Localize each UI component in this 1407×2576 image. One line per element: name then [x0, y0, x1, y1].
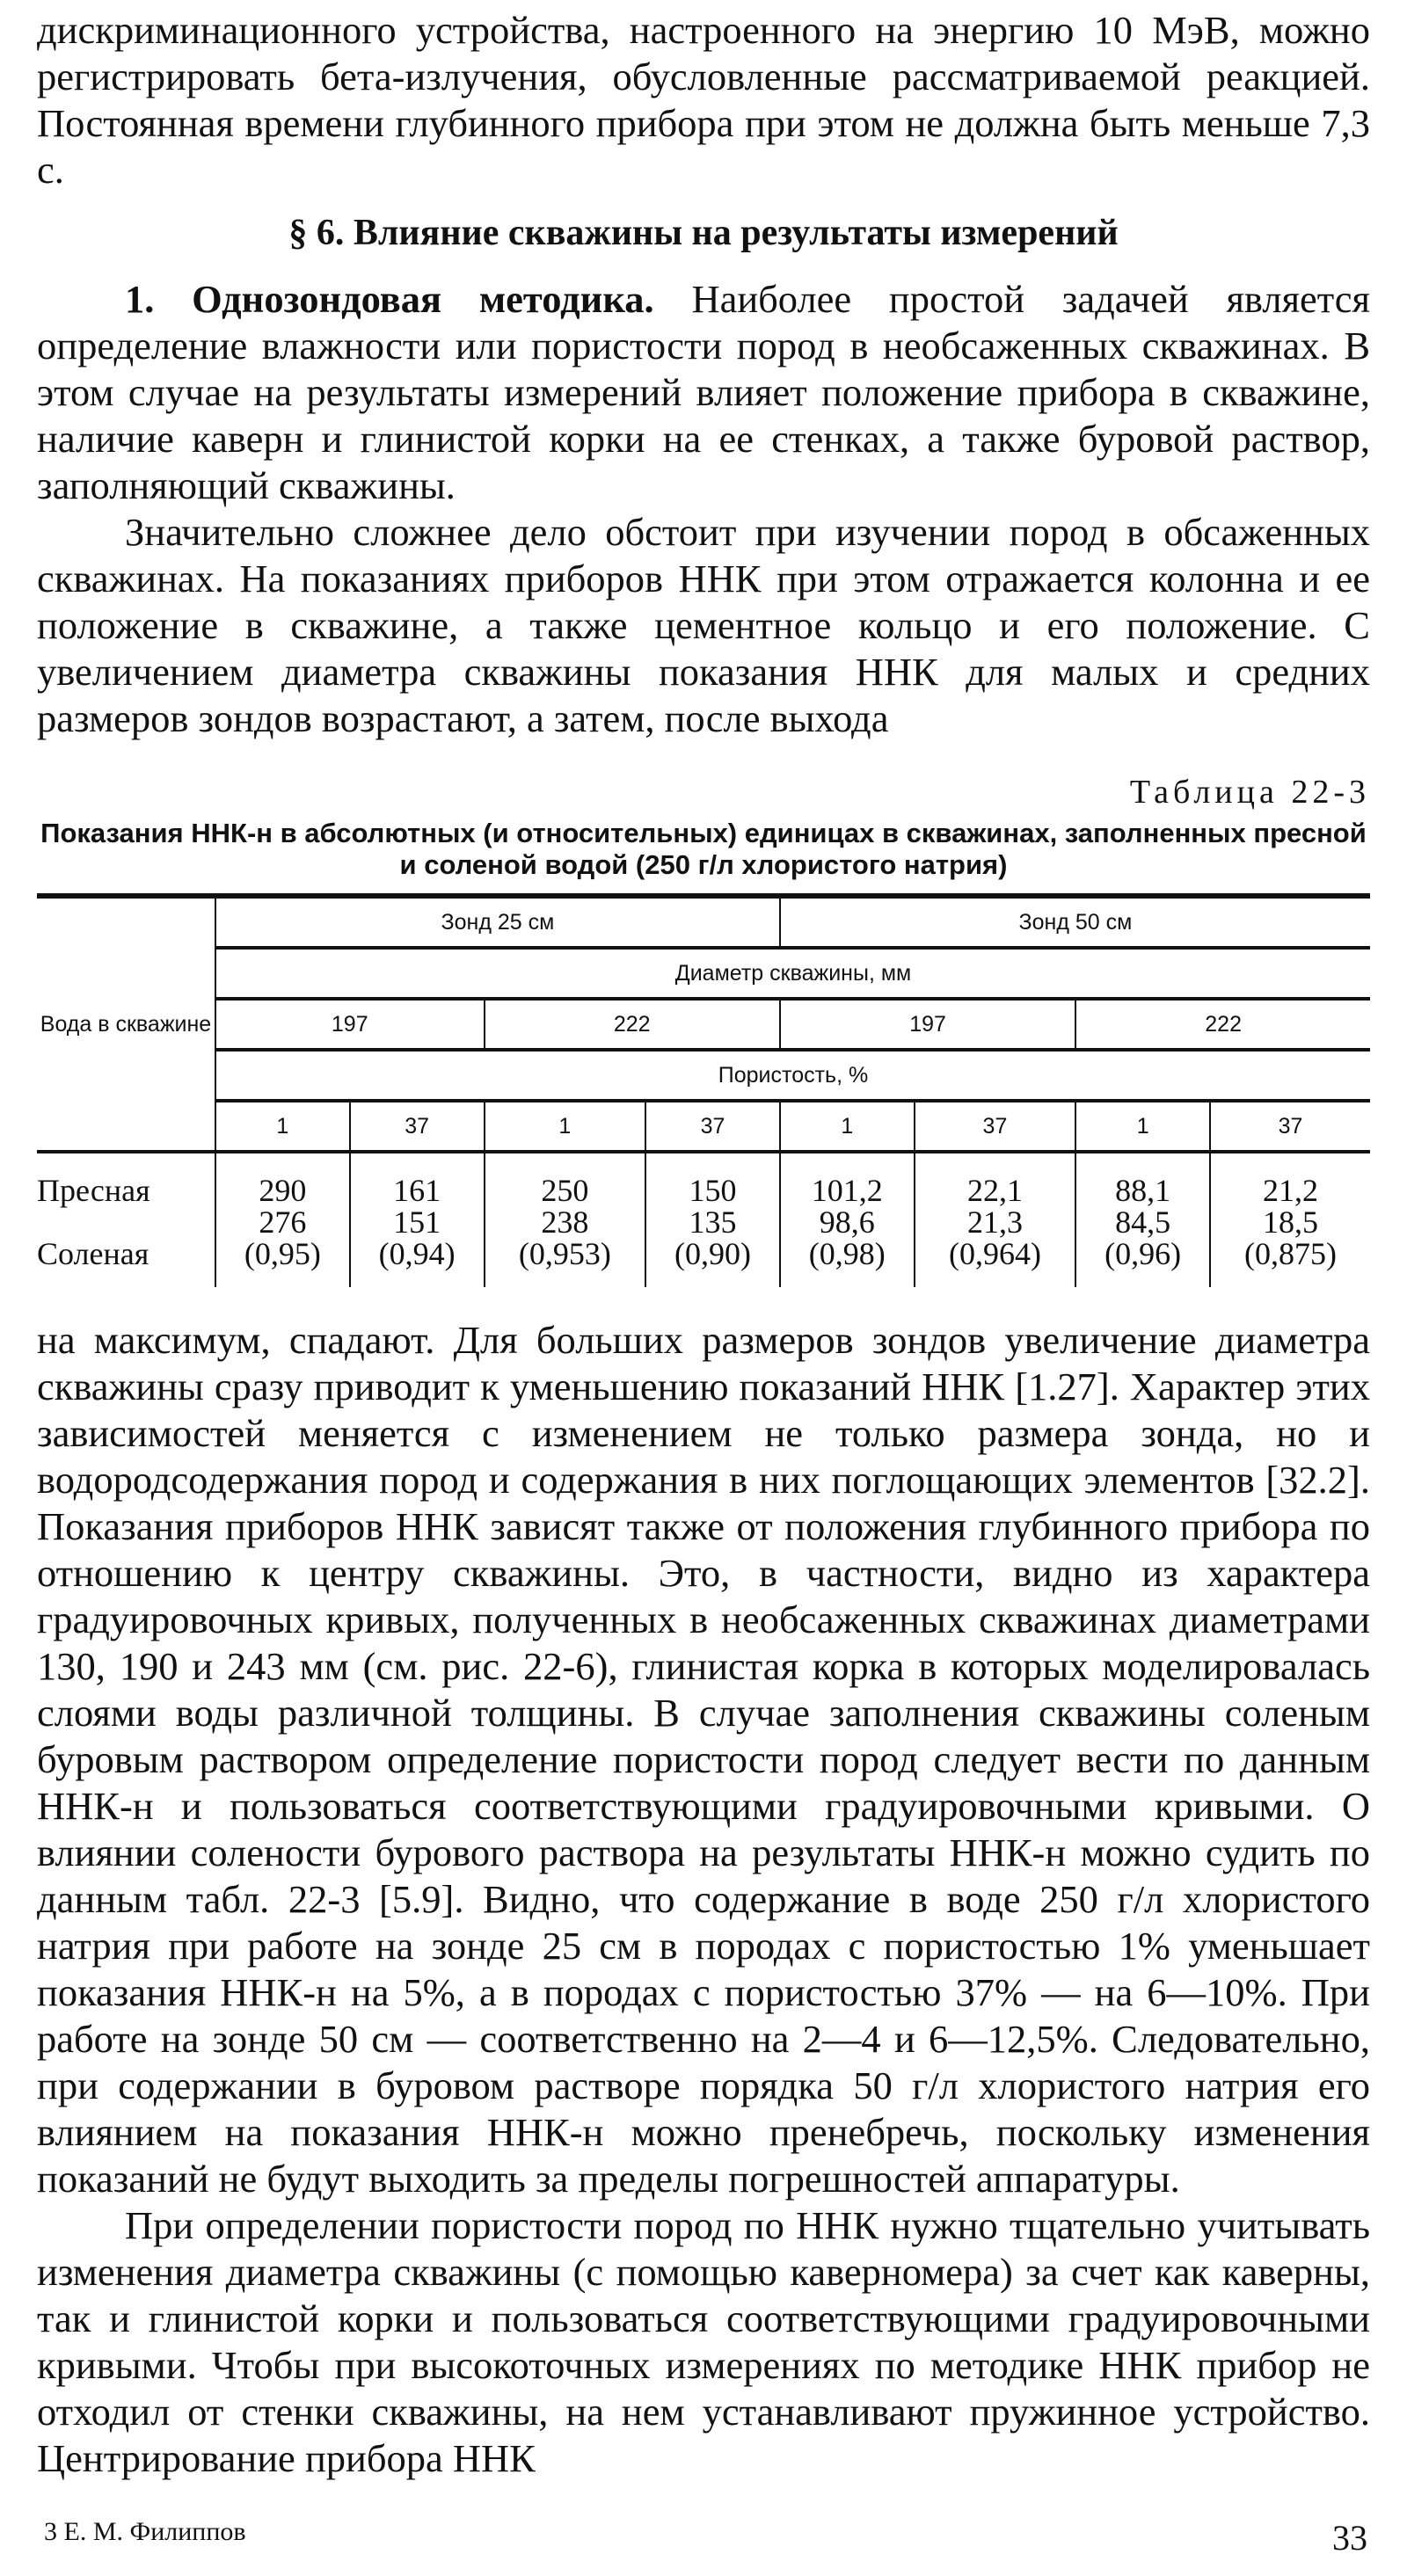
value-salt: 18,5 [1263, 1204, 1319, 1240]
value-fresh: 21,2 [1263, 1173, 1319, 1208]
value-fresh: 161 [393, 1173, 441, 1208]
paragraph-single-probe [37, 276, 1370, 509]
value-fresh: 22,1 [966, 1173, 1023, 1208]
porosity-value: 37 [350, 1101, 485, 1152]
porosity-value: 1 [1075, 1101, 1210, 1152]
porosity-value: 1 [215, 1101, 350, 1152]
row-header: Вода в скважине [37, 896, 215, 1152]
data-cell [1210, 1152, 1370, 1287]
porosity-value: 1 [780, 1101, 915, 1152]
porosity-value: 37 [1210, 1101, 1370, 1152]
footer-signature: 3 Е. М. Филиппов [44, 2517, 246, 2546]
data-cell [1075, 1152, 1210, 1287]
value-relative: (0,953) [518, 1236, 611, 1271]
diameter-header: Диаметр скважины, мм [215, 948, 1370, 999]
value-salt: 238 [541, 1204, 589, 1240]
value-salt: 98,6 [819, 1204, 875, 1240]
value-fresh: 290 [259, 1173, 307, 1208]
data-cell [780, 1152, 915, 1287]
value-relative: (0,964) [948, 1236, 1041, 1271]
paragraph-porosity: При определении пористости пород по ННК нужно тщательно учитывать изменения диаметра скважины (с помощью каверномера) за счет как каверны, так и глинистой корки и пользоваться соответствующими градуировочными кривыми. Чтобы при высокоточных измерениях по методике ННК прибор не отходил от стенки скважины, на нем устанавливают пружинное устройство. Центрирование прибора ННК [37, 2203, 1370, 2480]
diameter-value: 197 [780, 999, 1075, 1050]
data-cell [215, 1152, 350, 1287]
data-cell [915, 1152, 1076, 1287]
section-heading: § 6. Влияние скважины на результаты измерений [288, 213, 1119, 253]
diameter-value: 197 [215, 999, 485, 1050]
porosity-header: Пористость, % [215, 1050, 1370, 1101]
value-fresh: 250 [541, 1173, 589, 1208]
row-labels [37, 1152, 215, 1287]
porosity-value: 37 [915, 1101, 1076, 1152]
data-cell [350, 1152, 485, 1287]
porosity-value: 1 [485, 1101, 646, 1152]
data-table [37, 893, 1370, 1287]
value-relative: (0,96) [1104, 1236, 1182, 1271]
probe-header: Зонд 25 см [215, 896, 780, 948]
data-cell [485, 1152, 646, 1287]
paragraph-discussion: на максимум, спадают. Для больших размеров зондов увеличение диаметра скважины сразу приводит к уменьшению показаний ННК [1.27]. Характер этих зависимостей меняется с изменением не только размера зонда, но и водородсодержания пород и содержания в них поглощающих элементов [32.2]. Показания приборов ННК зависят также от положения глубинного прибора по отношению к центру скважины. Это, в частности, видно из характера градуировочных кривых, полученных в необсаженных скважинах диаметрами 130, 190 и 243 мм (см. рис. 22-6), глинистая корка в которых моделировалась слоями воды различной толщины. В случае заполнения скважины соленым буровым раствором определение пористости пород следует вести по данным ННК-н и пользоваться соответствующими градуировочными кривыми. О влиянии солености бурового раствора на результаты ННК-н можно судить по данным табл. 22-3 [5.9]. Видно, что содержание в воде 250 г/л хлористого натрия при работе на зонде 25 см в породах с пористостью 1% уменьшает показания ННК-н на 5%, а в породах с пористостью 37% — на 6—10%. При работе на зонде 50 см — соответственно на 2—4 и 6—12,5%. Следовательно, при содержании в буровом растворе порядка 50 г/л хлористого натрия его влиянием на показания ННК-н можно пренебречь, поскольку изменения показаний не будут выходить за пределы погрешностей аппаратуры. [37, 1318, 1370, 2201]
paragraph-cased-wells: Значительно сложнее дело обстоит при изучении пород в обсаженных скважинах. На показаниях приборов ННК при этом отражается колонна и ее положение в скважине, а также цементное кольцо и его положение. С увеличением диаметра скважины показания ННК для малых и средних размеров зондов возрастают, а затем, после выхода [37, 510, 1370, 740]
value-salt: 135 [689, 1204, 737, 1240]
value-salt: 84,5 [1115, 1204, 1171, 1240]
table-label: Таблица 22-3 [1129, 774, 1370, 811]
value-fresh: 101,2 [811, 1173, 883, 1208]
porosity-value: 37 [645, 1101, 780, 1152]
paragraph-text: Наиболее простой задачей является определение влажности или пористости пород в необсаженных скважинах. В этом случае на результаты измерений влияет положение прибора в скважине, наличие каверн и глинистой корки на ее стенках, а также буровой раствор, заполняющий скважины. [37, 277, 1370, 507]
value-relative: (0,95) [244, 1236, 321, 1271]
value-relative: (0,94) [378, 1236, 456, 1271]
value-salt: 21,3 [966, 1204, 1023, 1240]
paragraph-continuation: дискриминационного устройства, настроенного на энергию 10 МэВ, можно регистрировать бета-излучения, обусловленные рассматриваемой реакцией. Постоянная времени глубинного прибора при этом не должна быть меньше 7,3 с. [37, 8, 1370, 192]
diameter-value: 222 [485, 999, 780, 1050]
page-footer [37, 2517, 1370, 2558]
row-label-fresh: Пресная [37, 1173, 150, 1208]
paragraph-lead: 1. Однозондовая методика. [125, 277, 654, 321]
value-relative: (0,98) [808, 1236, 886, 1271]
table-title: Показания ННК-н в абсолютных (и относительных) единицах в скважинах, заполненных пресной и соленой водой (250 г/л хлористого натрия) [40, 818, 1367, 880]
value-relative: (0,875) [1244, 1236, 1337, 1271]
probe-header: Зонд 50 см [780, 896, 1370, 948]
value-fresh: 150 [689, 1173, 737, 1208]
value-fresh: 88,1 [1115, 1173, 1171, 1208]
row-label-salt: Соленая [37, 1236, 149, 1271]
diameter-value: 222 [1075, 999, 1370, 1050]
value-salt: 276 [259, 1204, 307, 1240]
data-cell [645, 1152, 780, 1287]
value-relative: (0,90) [674, 1236, 751, 1271]
page-number: 33 [1332, 2518, 1367, 2558]
value-salt: 151 [393, 1204, 441, 1240]
